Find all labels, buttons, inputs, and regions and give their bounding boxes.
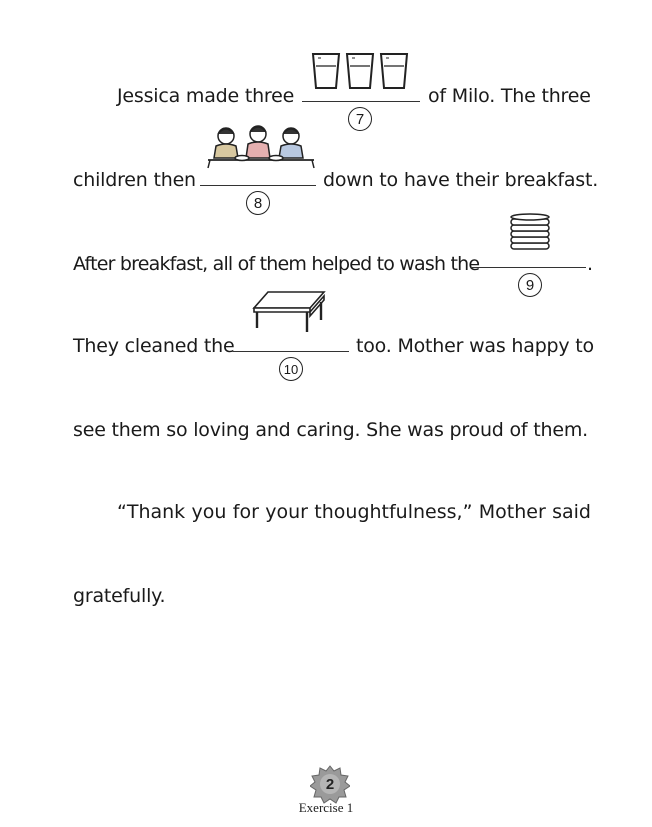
table-icon bbox=[252, 288, 328, 334]
paragraph2-line1 bbox=[117, 503, 591, 522]
line1-text-before: Jessica made three bbox=[117, 85, 295, 107]
blank-8[interactable] bbox=[200, 185, 316, 186]
answer-number-7: 7 bbox=[348, 107, 372, 131]
blank-7[interactable] bbox=[302, 101, 420, 102]
line2-text-after: down to have their breakfast. bbox=[323, 169, 599, 191]
line3-text-after: . bbox=[587, 253, 593, 275]
page-number: 2 bbox=[325, 775, 335, 793]
word: you bbox=[191, 501, 227, 523]
answer-number-10: 10 bbox=[279, 357, 303, 381]
line4-text-before: They cleaned the bbox=[73, 335, 235, 357]
word: your bbox=[265, 501, 308, 523]
line2-text-before: children then bbox=[73, 169, 196, 191]
word: Mother bbox=[478, 501, 546, 523]
page-number-badge bbox=[310, 764, 350, 804]
word: “Thank bbox=[117, 501, 186, 523]
three-glasses-icon bbox=[308, 50, 412, 92]
word: for bbox=[232, 501, 259, 523]
word: said bbox=[552, 501, 591, 523]
footer-label: Exercise 1 bbox=[298, 800, 354, 815]
line1-text-after: of Milo. The three bbox=[428, 85, 591, 107]
line5-text: see them so loving and caring. She was proud of them. bbox=[73, 419, 588, 441]
line3-text-before: After breakfast, all of them helped to wash the bbox=[73, 253, 480, 275]
answer-number-8: 8 bbox=[246, 191, 270, 215]
blank-10[interactable] bbox=[233, 351, 349, 352]
blank-9[interactable] bbox=[470, 267, 586, 268]
answer-number-9: 9 bbox=[518, 273, 542, 297]
paragraph2-line2: gratefully. bbox=[73, 585, 166, 607]
word: thoughtfulness,” bbox=[314, 501, 473, 523]
line4-text-after: too. Mother was happy to bbox=[356, 335, 594, 357]
stack-of-plates-icon bbox=[508, 212, 552, 252]
children-eating-icon bbox=[206, 124, 316, 170]
